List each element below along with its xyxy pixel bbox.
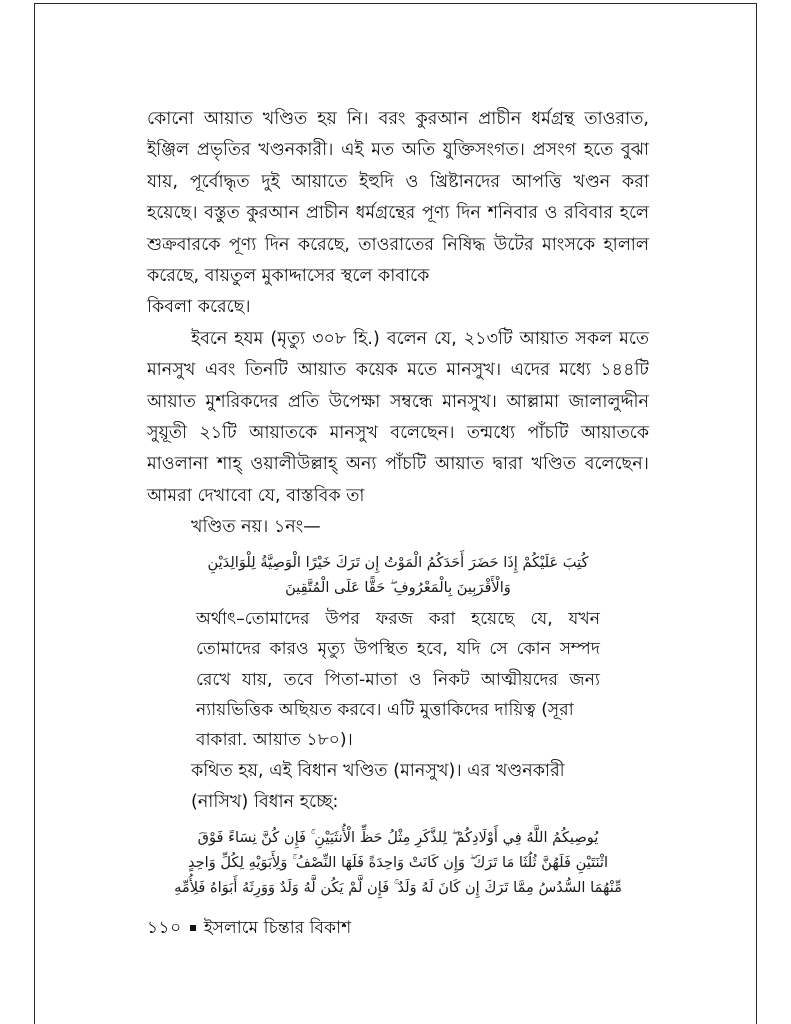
translation-1-text: অর্থাৎ–তোমাদের উপর ফরজ করা হয়েছে যে, যখন তোমাদের কারও মৃত্যু উপস্থিত হবে, যদি সে কোন সম্পদ রেখে যায়, তবে পিতা-মাতা ও নিকট আত্মীয়দের জন্য ন্যায়ভিত্তিক অছিয়ত করবে। এটি মুত্তাকিদের দায়িত্ব (সূরা [196,608,600,720]
paragraph-nasikh-text: কথিত হয়, এই বিধান খণ্ডিত (মানসুখ)। এর খণ্ডনকারী [191,760,565,781]
page-number: ১১০ [147,918,182,938]
paragraph-nasikh [147,756,649,819]
square-bullet-icon [190,925,196,931]
arabic-quote-1-line-2: وَالْأَقْرَبِينَ بِالْمَعْرُوفِ ۖ حَقًّا عَلَى الْمُتَّقِينَ [285,578,511,596]
paragraph-ibn-hazm-lastline: খণ্ডিত নয়। ১নং— [191,517,321,538]
page-footer [147,916,351,940]
footer-book-title: ইসলামে চিন্তার বিকাশ [203,918,352,938]
page-content-column [147,104,649,904]
translation-quran-2-180 [196,604,600,756]
arabic-quote-quran-2-180 [147,550,649,600]
arabic-quote-quran-4-11 [147,825,649,900]
arabic-quote-2-line-3: مِّنْهُمَا السُّدُسُ مِمَّا تَرَكَ إِن كَانَ لَهُ وَلَدٌ ۚ فَإِن لَّمْ يَكُن لَّهُ وَلَدٌ وَوَرِثَهُ أَبَوَاهُ فَلِأُمِّهِ [174,878,622,896]
arabic-quote-2-line-2: اثْنَتَيْنِ فَلَهُنَّ ثُلُثَا مَا تَرَكَ ۖ وَإِن كَانَتْ وَاحِدَةً فَلَهَا النِّصْفُ ۚ وَلِأَبَوَيْهِ لِكُلِّ وَاحِدٍ [187,853,609,871]
paragraph-ibn-hazm-text: ইবনে হযম (মৃত্যু ৩০৮ হি.) বলেন যে, ২১৩টি আয়াত সকল মতে মানসুখ এবং তিনটি আয়াত কয়েক মতে মানসুখ। এদের মধ্যে ১৪৪টি আয়াত মুশরিকদের প্রতি উপেক্ষা সম্বন্ধে মানসুখ। আল্লামা জালালুদ্দীন সুয়ূতী ২১টি আয়াতকে মানসুখ বলেছেন। তন্মধ্যে পাঁচটি আয়াতকে মাওলানা শাহ্ ওয়ালীউল্লাহ্ অন্য পাঁচটি আয়াত দ্বারা খণ্ডিত বলেছেন। আমরা দেখাবো যে, বাস্তবিক তা [147,328,649,506]
paragraph-continued-lastline: কিবলা করেছে। [147,297,251,318]
paragraph-ibn-hazm [147,324,649,544]
paragraph-continued-text: কোনো আয়াত খণ্ডিত হয় নি। বরং কুরআন প্রাচীন ধর্মগ্রন্থ তাওরাত, ইঞ্জিল প্রভৃতির খণ্ডনকারী। এই মত অতি যুক্তিসংগত। প্রসংগ হতে বুঝা যায়, পূর্বোদ্ধৃত দুই আয়াতে ইহুদি ও খ্রিষ্টানদের আপত্তি খণ্ডন করা হয়েছে। বস্তুত কুরআন প্রাচীন ধর্মগ্রন্থের পূণ্য দিন শনিবার ও রবিবার হলে শুক্রবারকে পূণ্য দিন করেছে, তাওরাতের নিষিদ্ধ উটের মাংসকে হালাল করেছে, বায়তুল মুকাদ্দাসের স্থলে কাবাকে [147,109,649,287]
paragraph-nasikh-lastline: (নাসিখ) বিধান হচ্ছে: [191,792,339,813]
translation-1-lastline: বাকারা. আয়াত ১৮০)। [196,730,353,751]
paragraph-continued [147,104,649,324]
arabic-quote-1-line-1: كُتِبَ عَلَيْكُمْ إِذَا حَضَرَ أَحَدَكُمُ الْمَوْتُ إِن تَرَكَ خَيْرًا الْوَصِيَّةُ لِلْوَالِدَيْنِ [207,553,589,571]
arabic-quote-2-line-1: يُوصِيكُمُ اللَّهُ فِي أَوْلَادِكُمْ ۖ لِلذَّكَرِ مِثْلُ حَظِّ الْأُنثَيَيْنِ ۚ فَإِن كُنَّ نِسَاءً فَوْقَ [197,828,599,846]
